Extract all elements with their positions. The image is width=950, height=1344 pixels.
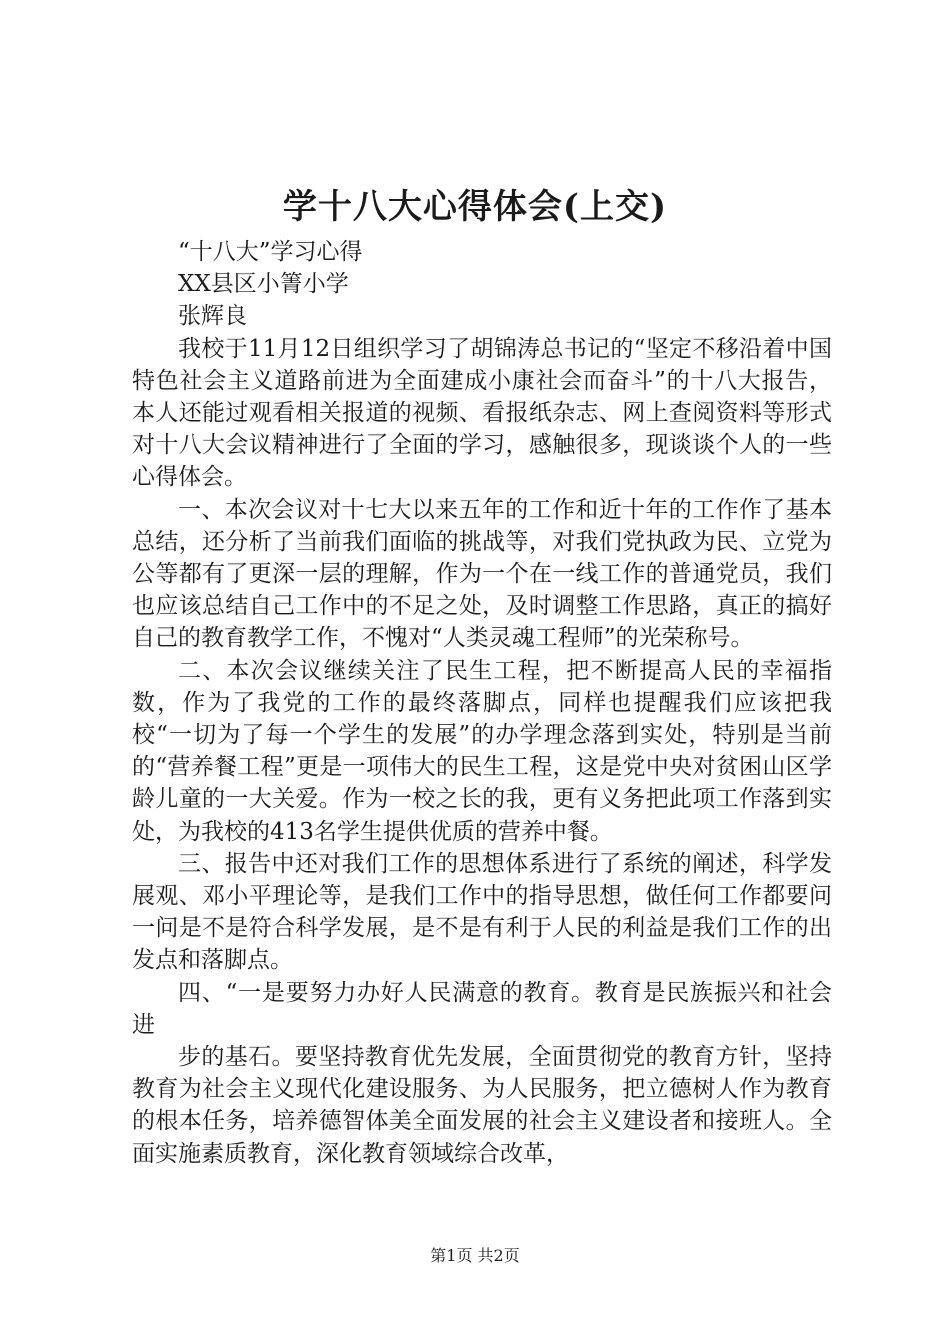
paragraph: 二、本次会议继续关注了民生工程，把不断提高人民的幸福指数，作为了我党的工作的最终落脚点，同样也提醒我们应该把我校“一切为了每一个学生的发展”的办学理念落到实处，特别是当前的“营养餐工程”更是一项伟大的民生工程，这是党中央对贫困山区学龄儿童的一大关爱。作为一校之长的我，更有义务把此项工作落到实处，为我校的413名学生提供优质的营养中餐。 — [132, 657, 832, 845]
document-title: 学十八大心得体会(上交) — [282, 187, 668, 227]
document-subtitle: “十八大”学习心得 — [178, 239, 363, 265]
paragraph: 一、本次会议对十七大以来五年的工作和近十年的工作作了基本总结，还分析了当前我们面临的挑战等，对我们党执政为民、立党为公等都有了更深一层的理解，作为一个在一线工作的普通党员，我们也应该总结自己工作中的不足之处，及时调整工作思路，真正的搞好自己的教育教学工作，不愧对“人类灵魂工程师”的光荣称号。 — [132, 496, 832, 652]
author-name: 张辉良 — [178, 303, 247, 330]
school-name: XX县区小箐小学 — [178, 271, 349, 298]
paragraph: 我校于11月12日组织学习了胡锦涛总书记的“坚定不移沿着中国特色社会主义道路前进为全面建成小康社会而奋斗”的十八大报告，本人还能过观看相关报道的视频、看报纸杂志、网上查阅资料等形式对十八大会议精神进行了全面的学习，感触很多，现谈谈个人的一些心得体会。 — [132, 335, 832, 491]
page-footer: 第1页 共2页 — [430, 1246, 520, 1265]
paragraph: 三、报告中还对我们工作的思想体系进行了系统的阐述，科学发展观、邓小平理论等，是我们工作中的指导思想，做任何工作都要问一问是不是符合科学发展，是不是有利于人民的利益是我们工作的出发点和落脚点。 — [132, 850, 832, 974]
paragraph: 步的基石。要坚持教育优先发展，全面贯彻党的教育方针，坚持教育为社会主义现代化建设服务、为人民服务，把立德树人作为教育的根本任务，培养德智体美全面发展的社会主义建设者和接班人。全面实施素质教育，深化教育领域综合改革， — [132, 1044, 832, 1167]
document-body — [132, 236, 832, 1170]
paragraph: 四、“一是要努力办好人民满意的教育。教育是民族振兴和社会进 — [132, 979, 832, 1038]
